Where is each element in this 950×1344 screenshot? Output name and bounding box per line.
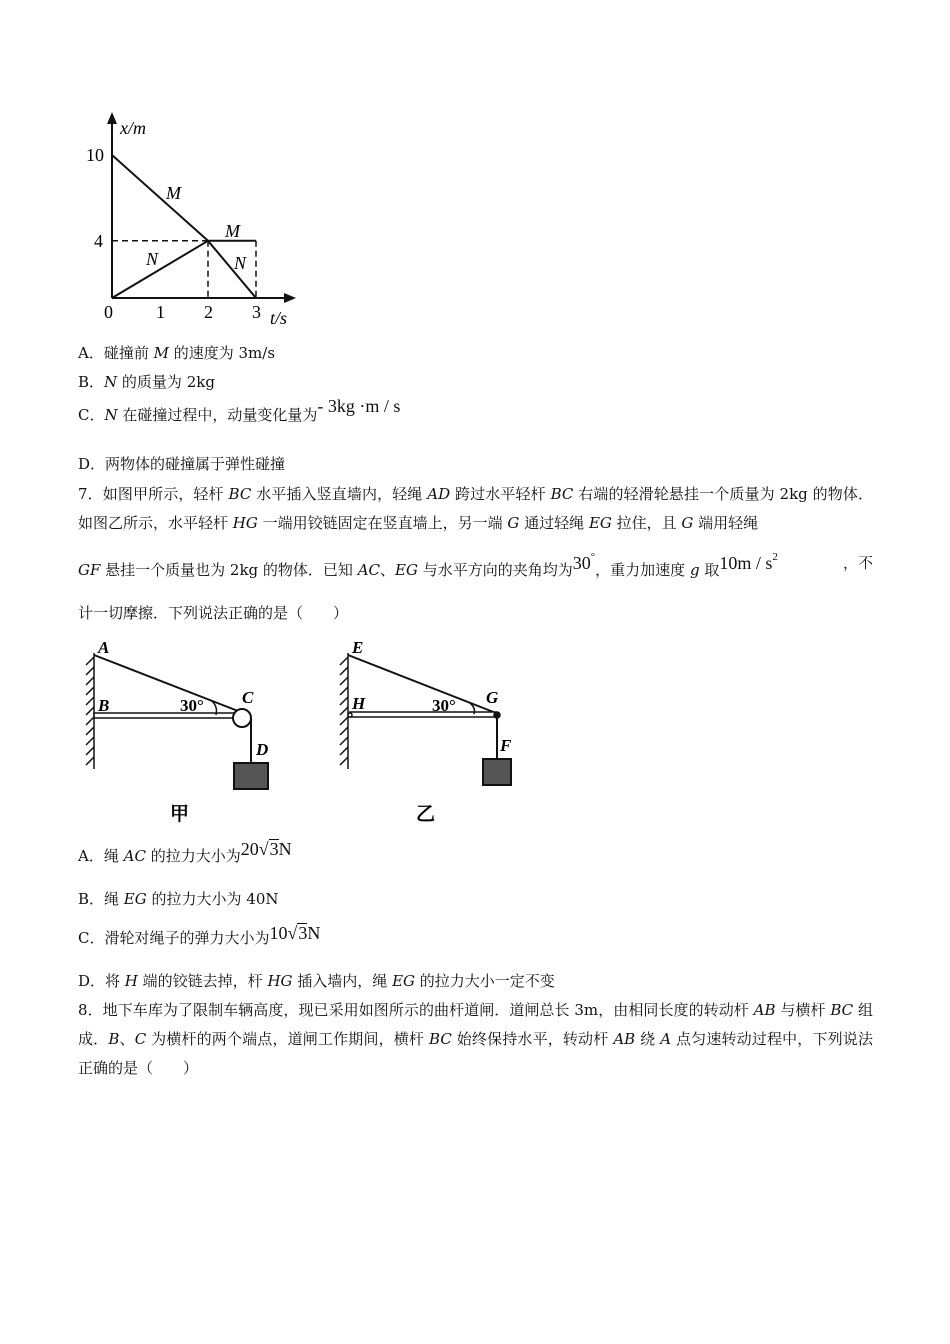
pulley-c bbox=[233, 709, 251, 727]
label-c: C bbox=[242, 688, 254, 707]
hinge-h bbox=[348, 713, 352, 717]
weight-jia bbox=[234, 763, 268, 789]
x-axis-label: t/s bbox=[270, 308, 288, 328]
x-tick-0: 0 bbox=[104, 302, 113, 322]
series-m-segment-1 bbox=[112, 155, 208, 241]
q6-option-d[interactable]: D．两物体的碰撞属于弹性碰撞 bbox=[78, 455, 286, 473]
xt-graph bbox=[80, 110, 305, 330]
wall-hatch-jia bbox=[86, 657, 94, 765]
tension-ac-value: 20√3N bbox=[240, 839, 292, 859]
figure-jia bbox=[80, 635, 290, 830]
label-d: D bbox=[256, 740, 269, 759]
q6-option-b[interactable]: B．N 的质量为 2kg bbox=[78, 373, 215, 391]
x-tick-1: 1 bbox=[156, 302, 165, 322]
weight-yi bbox=[483, 759, 511, 785]
x-tick-3: 3 bbox=[252, 302, 261, 322]
label-h: H bbox=[352, 694, 366, 713]
line-label-m1: M bbox=[166, 183, 181, 203]
angle-label-yi: 30° bbox=[432, 696, 456, 715]
label-a: A bbox=[98, 638, 110, 657]
y-axis-arrow bbox=[107, 112, 117, 124]
y-tick-4: 4 bbox=[94, 231, 103, 251]
momentum-change: - 3kg ·m / s bbox=[317, 396, 401, 416]
q6-option-c[interactable]: C．N 在碰撞过程中，动量变化量为- 3kg ·m / s bbox=[78, 396, 401, 424]
angle-label-jia: 30° bbox=[180, 696, 204, 715]
q7-stem-line4: 计一切摩擦．下列说法正确的是（ ） bbox=[78, 604, 349, 622]
series-n-segment-2 bbox=[208, 241, 256, 298]
q7-option-a[interactable]: A．绳 AC 的拉力大小为20√3N bbox=[78, 839, 292, 865]
series-n-segment-1 bbox=[112, 241, 208, 298]
line-label-m2: M bbox=[225, 221, 240, 241]
rope-ac bbox=[94, 655, 238, 711]
q7-option-c[interactable]: C．滑轮对绳子的弹力大小为10√3N bbox=[78, 923, 321, 947]
y-axis-label: x/m bbox=[120, 118, 146, 138]
q7-stem: 7．如图甲所示，轻杆 BC 水平插入竖直墙内，轻绳 AD 跨过水平轻杆 BC 右端的轻滑轮悬挂一个质量为 2kg 的物体．如图乙所示，水平轻杆 HG 一端用铰链固定在竖直墙上，另一端 G 通过轻绳 EG 拉住，且 G 端用轻绳 bbox=[78, 485, 873, 532]
x-tick-2: 2 bbox=[204, 302, 213, 322]
line-label-n2: N bbox=[234, 253, 247, 273]
q7-stem-line3: GF 悬挂一个质量也为 2kg 的物体．已知 AC、EG 与水平方向的夹角均为30°，重力加速度 g 取$10m / s^2$ ，不 bbox=[78, 551, 873, 579]
label-g: G bbox=[486, 688, 499, 707]
label-e: E bbox=[352, 638, 364, 657]
caption-jia: 甲 bbox=[170, 803, 190, 825]
q7-option-b[interactable]: B．绳 EG 的拉力大小为 40N bbox=[78, 890, 279, 908]
line-label-n1: N bbox=[146, 249, 159, 269]
q6-option-a[interactable]: A．碰撞前 M 的速度为 3m/s bbox=[78, 344, 276, 362]
label-f: F bbox=[500, 736, 512, 755]
wall-hatch-yi bbox=[340, 657, 348, 765]
q7-option-d[interactable]: D．将 H 端的铰链去掉，杆 HG 插入墙内，绳 EG 的拉力大小一定不变 bbox=[78, 972, 555, 990]
label-b: B bbox=[98, 696, 110, 715]
y-tick-10: 10 bbox=[86, 145, 104, 165]
pulley-force-value: 10√3N bbox=[269, 923, 321, 943]
q8-stem: 8．地下车库为了限制车辆高度，现已采用如图所示的曲杆道闸．道闸总长 3m，由相同长度的转动杆 AB 与横杆 BC 组成．B、C 为横杆的两个端点，道闸工作期间，横杆 BC 始终保持水平，转动杆 AB 绕 A 点匀速转动过程中，下列说法正确的是（ ） bbox=[78, 1001, 873, 1077]
x-axis-arrow bbox=[284, 293, 296, 303]
figure-yi bbox=[328, 635, 528, 830]
caption-yi: 乙 bbox=[416, 803, 436, 825]
rope-eg bbox=[348, 655, 496, 713]
